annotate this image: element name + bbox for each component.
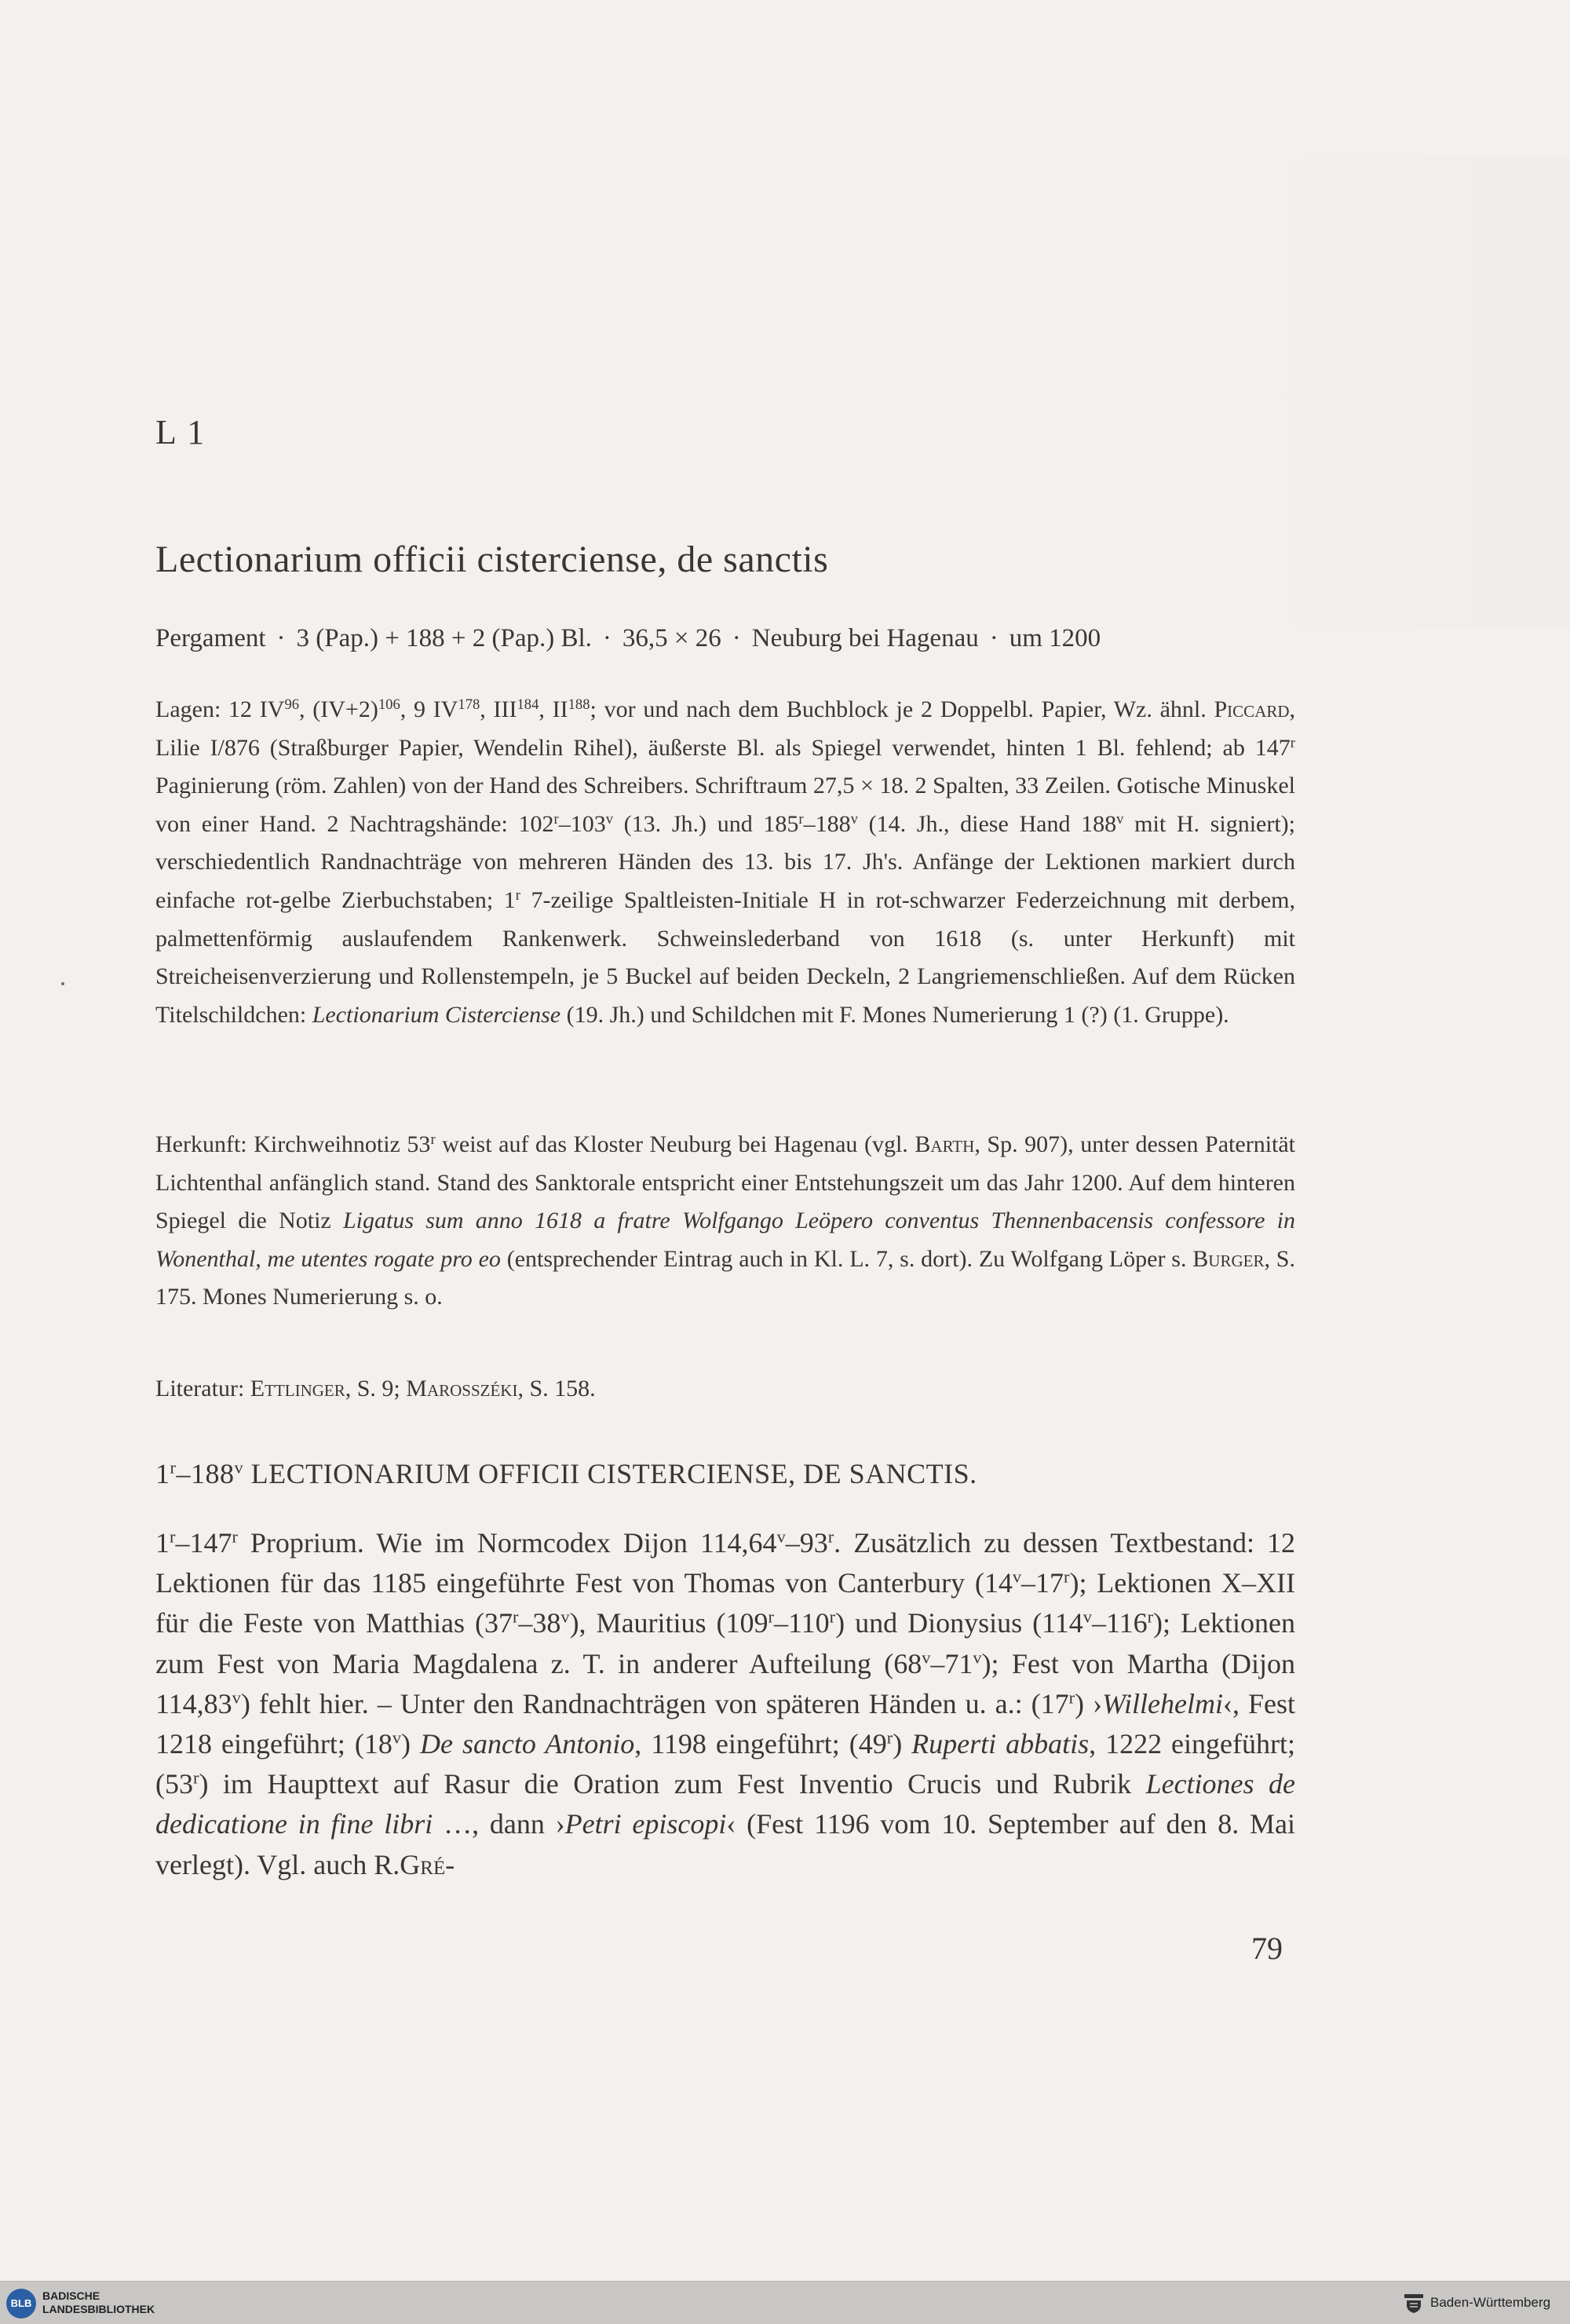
meta-extent: 3 (Pap.) + 188 + 2 (Pap.) Bl. [296, 624, 592, 652]
blb-wordmark[interactable]: BADISCHE LANDESBIBLIOTHEK [42, 2289, 155, 2315]
entry-meta: Pergament · 3 (Pap.) + 188 + 2 (Pap.) Bl. · 36,5 × 26 · Neuburg bei Hagenau · um 1200 [155, 624, 1101, 652]
bleed-through-shade [1256, 157, 1570, 628]
lagen-paragraph: Lagen: 12 IV$^{96}$, $(IV+2)^{106}$, 9 IV$^{178}$, III$^{184}$, II$^{188}$; vor und nach dem Buchblock je 2 Doppelbl. Papier, Wz. ähnl. Piccard, Lilie I/876 (Straßburger Papier, Wendelin Rihel), äußerste Bl. als Spiegel verwendet, hinten 1 Bl. fehlend; ab 147$^r$ Paginierung (röm. Zahlen) von der Hand des Schreibers. Schriftraum 27,5 × 18. 2 Spalten, 33 Zeilen. Gotische Minuskel von einer Hand. 2 Nachtragshände: 102$^r$–103$^v$ (13. Jh.) und 185$^r$–188$^v$ (14. Jh., diese Hand 188$^v$ mit H. signiert); verschiedentlich Randnachträge von mehreren Händen des 13. bis 17. Jh's. Anfänge der Lektionen markiert durch einfache rot-gelbe Zierbuchstaben; 1$^r$ 7-zeilige Spaltleisten-Initiale H in rot-schwarzer Federzeichnung mit derbem, palmettenförmig auslaufendem Rankenwerk. Schweinslederband von 1618 (s. unter Herkunft) mit Streicheisenverzierung und Rollenstempeln, je 5 Buckel auf beiden Deckeln, 2 Langriemenschließen. Auf dem Rücken Titelschildchen: Lectionarium Cisterciense (19. Jh.) und Schildchen mit F. Mones Numerierung 1 (?) (1. Gruppe). [155, 696, 1296, 1028]
bw-label[interactable]: Baden-Württemberg [1430, 2295, 1551, 2310]
margin-mark [61, 982, 64, 985]
meta-origin: Neuburg bei Hagenau [751, 624, 979, 652]
page-number: 79 [1251, 1931, 1283, 1966]
body-paragraph: 1$^r$–147$^r$ Proprium. Wie im Normcodex Dijon 114,64$^v$–93$^r$. Zusätzlich zu dessen Textbestand: 12 Lektionen für das 1185 eingeführte Fest von Thomas von Canterbury (14$^v$–17$^r$); Lektionen X–XII für die Feste von Matthias (37$^r$–38$^v$), Mauritius (109$^r$–110$^r$) und Dionysius (114$^v$–116$^r$); Lektionen zum Fest von Maria Magdalena z. T. in anderer Aufteilung (68$^v$–71$^v$); Fest von Martha (Dijon 114,83$^v$) fehlt hier. – Unter den Randnachträgen von späteren Händen u. a.: (17$^r$) ›Willehelmi‹, Fest 1218 eingeführt; (18$^v$) De sancto Antonio, 1198 eingeführt; (49$^r$) Ruperti abbatis, 1222 eingeführt; (53$^r$) im Haupttext auf Rasur die Oration zum Fest Inventio Crucis und Rubrik Lectiones de dedicatione in fine libri …, dann ›Petri episcopi‹ (Fest 1196 vom 10. September auf den 8. Mai verlegt). Vgl. auch R.Gré- [155, 1526, 1296, 1880]
meta-dimensions: 36,5 × 26 [622, 624, 721, 652]
entry-title: Lectionarium officii cisterciense, de sanctis [155, 539, 829, 580]
meta-material: Pergament [155, 624, 266, 652]
literatur-label: Literatur: [155, 1376, 245, 1401]
herkunft-label: Herkunft: [155, 1131, 247, 1157]
lagen-label: Lagen: [155, 696, 221, 722]
blb-logo[interactable]: BLB [6, 2289, 36, 2319]
footer-bar [0, 2281, 1570, 2324]
entry-siglum: L 1 [155, 413, 206, 451]
meta-date: um 1200 [1009, 624, 1101, 652]
coat-of-arms-icon [1403, 2293, 1425, 2315]
herkunft-paragraph: Herkunft: Kirchweihnotiz 53$^r$ weist auf das Kloster Neuburg bei Hagenau (vgl. Barth, Sp. 907), unter dessen Paternität Lichtenthal anfänglich stand. Stand des Sanktorale entspricht einer Entstehungszeit um das Jahr 1200. Auf dem hinteren Spiegel die Notiz Ligatus sum anno 1618 a fratre Wolfgango Leöpero conventus Thennenbacensis confessore in Wonenthal, me utentes rogate pro eo (entsprechender Eintrag auch in Kl. L. 7, s. dort). Zu Wolfgang Löper s. Burger, S. 175. Mones Numerierung s. o. [155, 1131, 1296, 1310]
section-heading: 1$^r$–188$^v$ LECTIONARIUM OFFICII CISTERCIENSE, DE SANCTIS. [155, 1457, 977, 1489]
literatur-paragraph: Literatur: Ettlinger, S. 9; Marosszéki, S. 158. [155, 1376, 596, 1401]
